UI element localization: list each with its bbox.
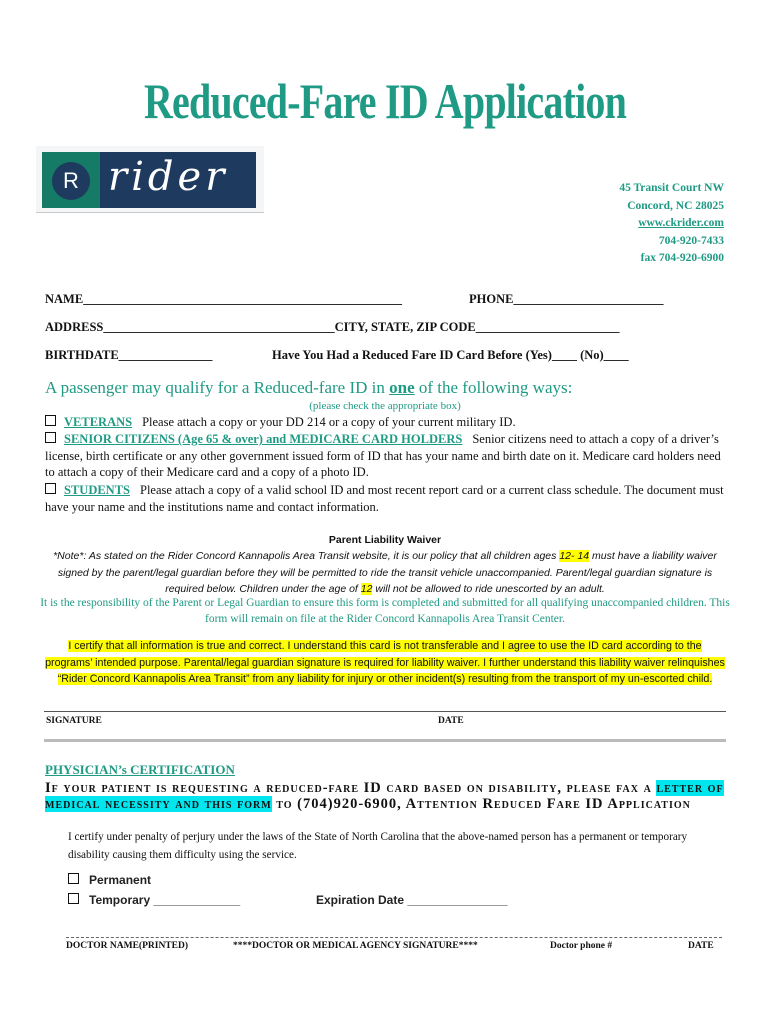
option-veterans bbox=[45, 414, 730, 431]
permanent-option bbox=[68, 873, 151, 887]
physician-instr-b: to (704)920-6900, Attention Reduced Fare ID Application bbox=[271, 796, 691, 812]
logo-word: rider bbox=[108, 154, 229, 200]
reduced-fare-question[interactable]: Have You Had a Reduced Fare ID Card Before (Yes)____ (No)____ bbox=[272, 348, 629, 362]
signature-date-label: DATE bbox=[438, 716, 464, 726]
waiver-note-c: will not be allowed to ride unescorted by an adult. bbox=[372, 583, 605, 595]
seniors-text: Senior citizens need to attach a copy of a driver’s license, birth certificate or any other government issued form of ID that has your name and birth date on it. Medicare card holders need to attach a copy of their Medicare card and a copy of a photo ID. bbox=[45, 432, 721, 479]
rider-logo bbox=[36, 146, 264, 213]
address-city: Concord, NC 28025 bbox=[627, 199, 724, 212]
address-street: 45 Transit Court NW bbox=[619, 182, 724, 194]
permanent-checkbox[interactable] bbox=[68, 873, 79, 884]
address-field[interactable]: ADDRESS_____________________________________CITY, STATE, ZIP CODE_______________________ bbox=[45, 320, 620, 334]
temporary-label[interactable]: Temporary _____________ bbox=[89, 893, 241, 907]
veterans-label: VETERANS bbox=[64, 415, 133, 429]
veterans-text: Please attach a copy or your DD 214 or a copy of your current military ID. bbox=[142, 415, 516, 429]
doctor-name-label: DOCTOR NAME(PRINTED) bbox=[66, 941, 189, 951]
page-title: Reduced-Fare ID Application bbox=[143, 73, 627, 129]
seniors-checkbox[interactable] bbox=[45, 432, 56, 443]
doctor-date-label: DATE bbox=[688, 941, 714, 951]
doctor-signature-line[interactable] bbox=[66, 937, 722, 938]
check-note: (please check the appropriate box) bbox=[309, 400, 461, 412]
contact-address bbox=[619, 180, 724, 268]
option-seniors bbox=[45, 431, 730, 481]
temporary-option bbox=[68, 893, 240, 907]
physician-instructions bbox=[45, 780, 735, 812]
students-label: STUDENTS bbox=[64, 483, 130, 497]
option-students bbox=[45, 482, 730, 515]
waiver-note-a: *Note*: As stated on the Rider Concord Kannapolis Area Transit website, it is our policy that all children ages bbox=[53, 550, 560, 562]
physician-instr-a: If your patient is requesting a reduced-fare ID card based on disability, please fax a bbox=[45, 780, 657, 796]
physician-certify-text: I certify under penalty of perjury under the laws of the State of North Carolina that the above-named person has a permanent or temporary disability causing them difficulty using the service. bbox=[68, 831, 688, 861]
qualify-heading bbox=[45, 378, 572, 398]
logo-wordmark bbox=[100, 152, 256, 208]
signature-line[interactable] bbox=[44, 711, 726, 712]
waiver-title: Parent Liability Waiver bbox=[328, 534, 442, 546]
expiration-date-field[interactable]: Expiration Date _______________ bbox=[316, 893, 508, 907]
waiver-age-min: 12 bbox=[360, 583, 373, 595]
waiver-responsibility: It is the responsibility of the Parent or Legal Guardian to ensure this form is completed and submitted for all qualifying unaccompanied children. This form will remain on file at the Rider Concord Kannapolis Area Transit Center. bbox=[40, 597, 730, 625]
seniors-label: SENIOR CITIZENS (Age 65 & over) and MEDICARE CARD HOLDERS bbox=[64, 432, 463, 446]
doctor-phone-label: Doctor phone # bbox=[550, 941, 613, 951]
physician-instr-highlight: letter of medical necessity and this form bbox=[45, 780, 724, 812]
qualify-pre: A passenger may qualify for a Reduced-fare ID in bbox=[45, 378, 390, 397]
physician-heading: PHYSICIAN’s CERTIFICATION bbox=[45, 762, 235, 777]
certify-statement bbox=[44, 638, 726, 688]
address-fax: fax 704-920-6900 bbox=[640, 252, 724, 264]
temporary-checkbox[interactable] bbox=[68, 893, 79, 904]
name-field[interactable]: NAME___________________________________________________ bbox=[45, 292, 402, 306]
students-text: Please attach a copy of a valid school ID and most recent report card or a current class schedule. The document must have your name and the institutions name and contact information. bbox=[45, 483, 724, 514]
certify-text: I certify that all information is true and correct. I understand this card is not transferable and I agree to use the ID card according to the programs’ intended purpose. Parental/legal guardian signature is required for liability waiver. I further understand this liability waiver relinquishes “Rider Concord Kannapolis Area Transit” from any liability for injury or other incident(s) resulting from the transport of my un-escorted child. bbox=[45, 640, 725, 685]
qualify-emph: one bbox=[389, 378, 415, 397]
waiver-note bbox=[40, 548, 730, 598]
waiver-note-b: must have a liability waiver signed by the parent/legal guardian before they will be permitted to ride the transit vehicle unaccompanied. Parent/legal guardian signature is required below. Children under the age of bbox=[57, 550, 717, 595]
signature-label: SIGNATURE bbox=[46, 716, 102, 726]
students-checkbox[interactable] bbox=[45, 483, 56, 494]
phone-field[interactable]: PHONE________________________ bbox=[469, 292, 664, 306]
logo-letter: R bbox=[52, 162, 90, 200]
logo-mark bbox=[42, 152, 100, 208]
veterans-checkbox[interactable] bbox=[45, 415, 56, 426]
qualify-post: of the following ways: bbox=[414, 378, 573, 397]
waiver-ages: 12- 14 bbox=[559, 550, 590, 562]
address-phone: 704-920-7433 bbox=[658, 234, 724, 247]
permanent-label: Permanent bbox=[89, 873, 152, 887]
website-link[interactable]: www.ckrider.com bbox=[638, 217, 724, 229]
section-divider bbox=[44, 739, 726, 742]
birthdate-field[interactable]: BIRTHDATE_______________ bbox=[45, 348, 213, 362]
doctor-signature-label: ****DOCTOR OR MEDICAL AGENCY SIGNATURE**** bbox=[233, 941, 478, 951]
